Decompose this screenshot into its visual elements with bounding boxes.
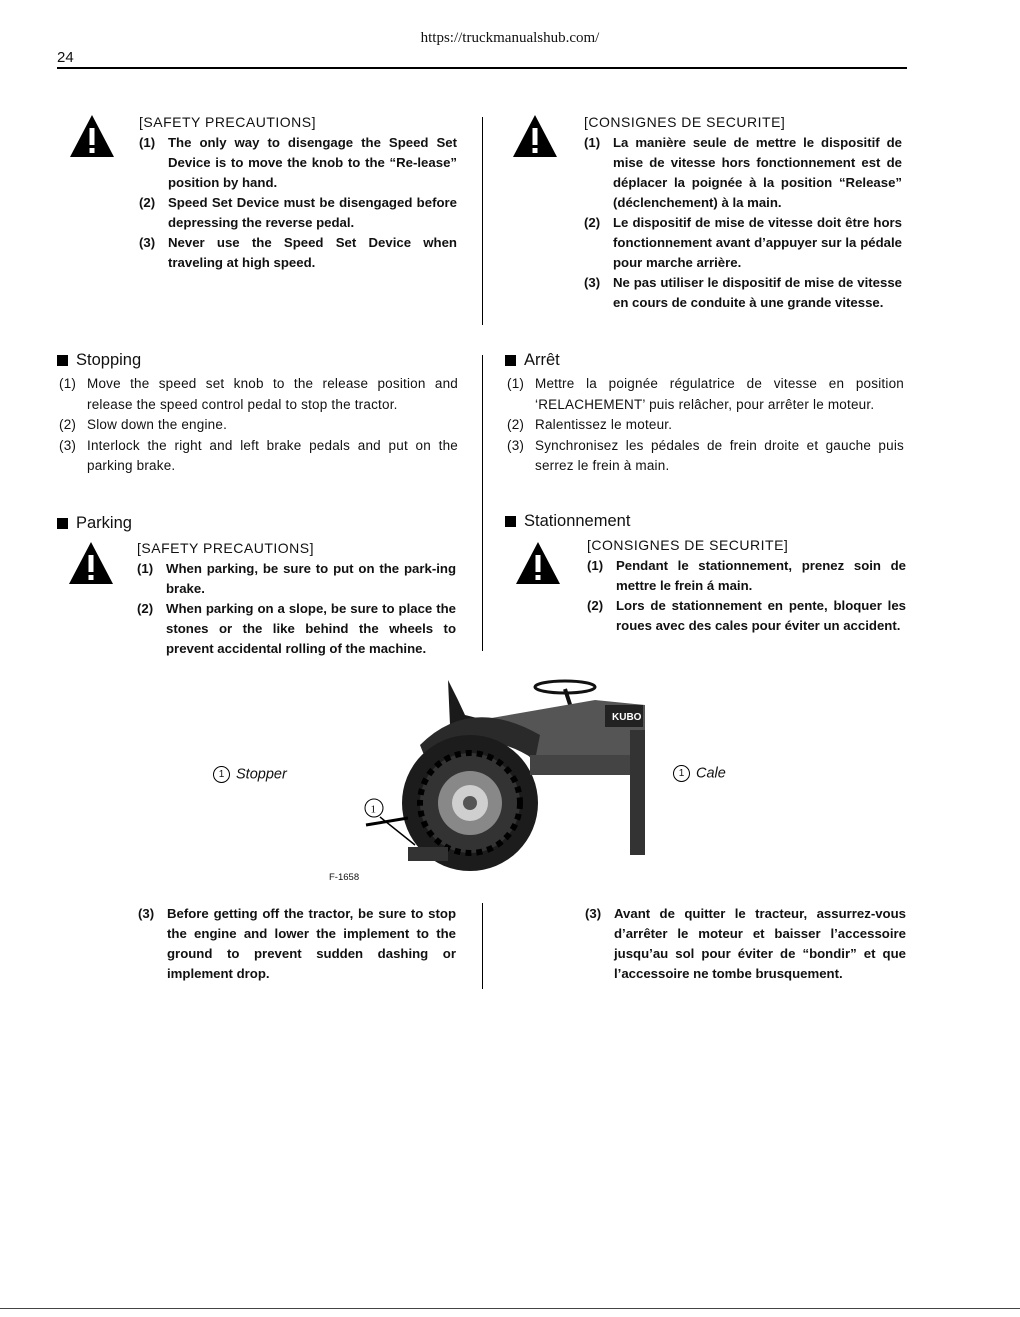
list-item: (2) When parking on a slope, be sure to place the stones or the like behind the wheels to prevent accidental rolling of the machine. — [137, 601, 456, 656]
safety-list-fr — [584, 133, 902, 313]
source-url: https://truckmanualshub.com/ — [420, 30, 600, 46]
list-item: (3) Synchronisez les pédales de frein droite et gauche puis serrez le frein à main. — [507, 437, 904, 473]
section-heading-parking: Parking — [57, 514, 132, 533]
callout-number-icon: 1 — [213, 766, 230, 783]
safety-list-en — [139, 133, 457, 273]
brand-logo-text: KUBO — [612, 712, 642, 723]
column-divider — [482, 117, 483, 325]
warning-triangle-icon — [512, 114, 558, 158]
footer-rule — [0, 1308, 1020, 1309]
column-divider — [482, 355, 483, 651]
safety-title-fr: [CONSIGNES DE SECURITE] — [584, 114, 786, 130]
list-item: (1) When parking, be sure to put on the park-ing brake. — [137, 561, 456, 596]
warning-triangle-icon — [515, 541, 561, 585]
tractor-photo — [360, 675, 645, 875]
list-item: (1) Mettre la poignée régulatrice de vitesse en position ‘RELACHEMENT’ puis relâcher, pour arrêter le moteur. — [507, 376, 904, 412]
list-item: (1) Pendant le stationnement, prenez soin de mettre le frein á main. — [587, 558, 906, 593]
parking-list-fr — [587, 556, 906, 636]
figure-caption-en: 1 Stopper — [213, 766, 287, 783]
warning-triangle-icon — [68, 541, 114, 585]
list-item: (1) La manière seule de mettre le dispositif de mise de vitesse hors fonctionnement est de déplacer la poignée à la position “Release” (déclenchement) à la main. — [584, 135, 902, 210]
bullet-square-icon — [505, 355, 516, 366]
list-item: (3) Avant de quitter le tracteur, assurrez-vous d’arrêter le moteur et baisser l’accessoire jusqu’au sol pour éviter de “bondir” et que l’accessoire ne tombe brusquement. — [585, 906, 906, 981]
parking-list-en — [137, 559, 456, 659]
stopping-list-fr — [507, 374, 904, 477]
safety-title-en: [SAFETY PRECAUTIONS] — [139, 114, 316, 130]
bullet-square-icon — [505, 516, 516, 527]
figure-caption-fr: 1 Cale — [673, 765, 726, 782]
stopping-list-en — [59, 374, 458, 477]
list-item: (2) Slow down the engine. — [59, 417, 228, 432]
list-item: (3) Ne pas utiliser le dispositif de mise de vitesse en cours de conduite à une grande vitesse. — [584, 275, 902, 310]
list-item: (1) The only way to disengage the Speed Set Device is to move the knob to the “Re-lease” position by hand. — [139, 135, 457, 190]
step3-list-en — [138, 904, 456, 984]
page-number: 24 — [57, 49, 74, 66]
list-item: (2) Lors de stationnement en pente, bloquer les roues avec des cales pour éviter un accident. — [587, 598, 906, 633]
section-heading-stopping: Stopping — [57, 351, 141, 370]
safety-title-en: [SAFETY PRECAUTIONS] — [137, 540, 314, 556]
bullet-square-icon — [57, 355, 68, 366]
safety-title-fr: [CONSIGNES DE SECURITE] — [587, 537, 789, 553]
callout-number-icon: 1 — [673, 765, 690, 782]
callout-number-icon: 1 — [370, 803, 376, 816]
step3-list-fr — [585, 904, 906, 984]
list-item: (2) Ralentissez le moteur. — [507, 417, 673, 432]
list-item: (2) Le dispositif de mise de vitesse doit être hors fonctionnement avant d’appuyer sur la pédale pour marche arrière. — [584, 215, 902, 270]
list-item: (3) Never use the Speed Set Device when traveling at high speed. — [139, 235, 457, 270]
warning-triangle-icon — [69, 114, 115, 158]
list-item: (3) Interlock the right and left brake pedals and put on the parking brake. — [59, 437, 458, 473]
list-item: (3) Before getting off the tractor, be sure to stop the engine and lower the implement to the ground to prevent sudden dashing or implement drop. — [138, 906, 456, 981]
bullet-square-icon — [57, 518, 68, 529]
section-heading-arret: Arrêt — [505, 351, 560, 370]
figure-id: F-1658 — [329, 872, 360, 883]
section-heading-stationnement: Stationnement — [505, 512, 630, 531]
header-rule — [57, 67, 907, 69]
list-item: (1) Move the speed set knob to the release position and release the speed control pedal to stop the tractor. — [59, 376, 458, 412]
column-divider — [482, 903, 483, 989]
list-item: (2) Speed Set Device must be disengaged before depressing the reverse pedal. — [139, 195, 457, 230]
